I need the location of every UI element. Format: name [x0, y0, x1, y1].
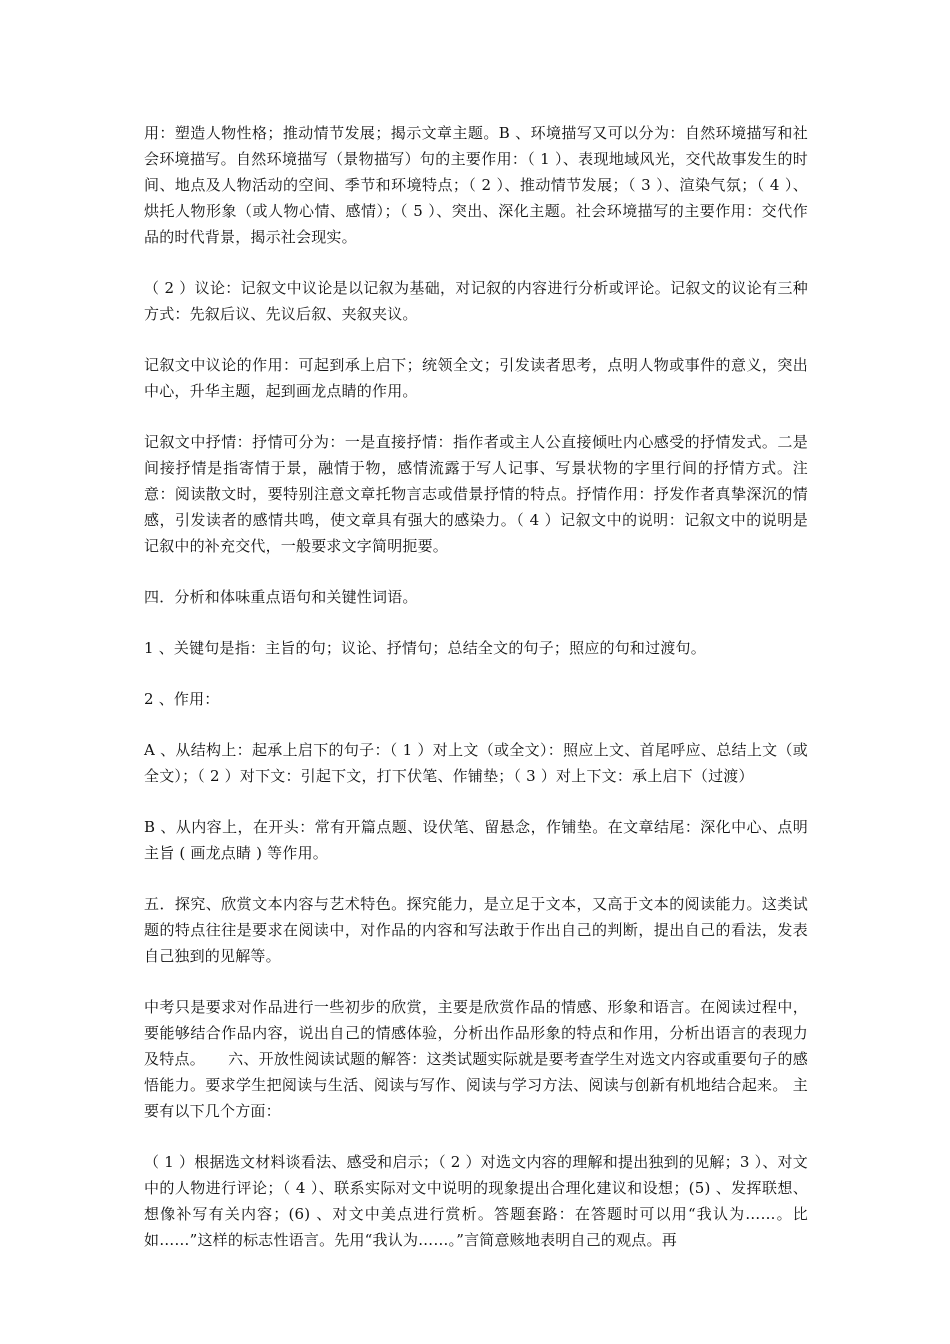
section-heading-five: 五．探究、欣赏文本内容与艺术特色。探究能力，是立足于文本，又高于文本的阅读能力。这类试题的特点往往是要求在阅读中，对作品的内容和写法敢于作出自己的判断，提出自己的看法，发表自己独到的见解等。 — [144, 895, 808, 965]
paragraph-open-questions: （ 1 ）根据选文材料谈看法、感受和启示；（ 2 ）对选文内容的理解和提出独到的见解；3 ）、对文中的人物进行评论；（ 4 ）、联系实际对文中说明的现象提出合理化建议和设想；(5) 、发挥联想、想像补写有关内容；(6) 、对文中美点进行赏析。答题套路：在答题时可以用“我认为……。比如……”这样的标志性语言。先用“我认为……。”言简意赅地表明自己的观点。再 — [144, 1153, 808, 1249]
section-heading-four: 四．分析和体味重点语句和关键性词语。 — [144, 588, 418, 606]
paragraph-appreciation: 中考只是要求对作品进行一些初步的欣赏，主要是欣赏作品的情感、形象和语言。在阅读过程中，要能够结合作品内容，说出自己的情感体验，分析出作品形象的特点和作用，分析出语言的表现力及特点。 六、开放性阅读试题的解答：这类试题实际就是要考查学生对选文内容或重要句子的感悟能力。要求学生把阅读与生活、阅读与写作、阅读与学习方法、阅读与创新有机地结合起来。 主要有以下几个方面： — [144, 998, 808, 1120]
paragraph-content: B 、从内容上，在开头：常有开篇点题、设伏笔、留悬念，作铺垫。在文章结尾：深化中心、点明主旨 ( 画龙点睛 ) 等作用。 — [144, 818, 808, 862]
paragraph-argument: （ 2 ）议论：记叙文中议论是以记叙为基础，对记叙的内容进行分析或评论。记叙文的议论有三种方式：先叙后议、先议后叙、夹叙夹议。 — [144, 279, 808, 323]
paragraph-environment-description: 用：塑造人物性格；推动情节发展；揭示文章主题。B 、环境描写又可以分为：自然环境描写和社会环境描写。自然环境描写（景物描写）句的主要作用：（ 1 ）、表现地域风光，交代故事发生的时间、地点及人物活动的空间、季节和环境特点；（ 2 ）、推动情节发展；（ 3 ）、渲染气氛；（ 4 ）、烘托人物形象（或人物心情、感情）；（ 5 ）、突出、深化主题。社会环境描写的主要作用：交代作品的时代背景，揭示社会现实。 — [144, 124, 808, 246]
document-page — [144, 120, 808, 1278]
paragraph-argument-function: 记叙文中议论的作用：可起到承上启下；统领全文；引发读者思考，点明人物或事件的意义，突出中心，升华主题，起到画龙点睛的作用。 — [144, 356, 808, 400]
paragraph-lyrical-expression: 记叙文中抒情：抒情可分为：一是直接抒情：指作者或主人公直接倾吐内心感受的抒情发式。二是间接抒情是指寄情于景，融情于物，感情流露于写人记事、写景状物的字里行间的抒情方式。注意：阅读散文时，要特别注意文章托物言志或借景抒情的特点。抒情作用：抒发作者真挚深沉的情感，引发读者的感情共鸣，使文章具有强大的感染力。（ 4 ）记叙文中的说明：记叙文中的说明是记叙中的补充交代，一般要求文字简明扼要。 — [144, 433, 808, 555]
paragraph-structure: A 、从结构上：起承上启下的句子：（ 1 ）对上文（或全文）：照应上文、首尾呼应、总结上文（或全文）；（ 2 ）对下文：引起下文，打下伏笔、作铺垫；（ 3 ）对上下文：承上启下（过渡） — [144, 741, 808, 785]
paragraph-function-heading: 2 、作用： — [144, 690, 220, 708]
paragraph-key-sentences: 1 、关键句是指：主旨的句；议论、抒情句；总结全文的句子；照应的句和过渡句。 — [144, 639, 706, 657]
